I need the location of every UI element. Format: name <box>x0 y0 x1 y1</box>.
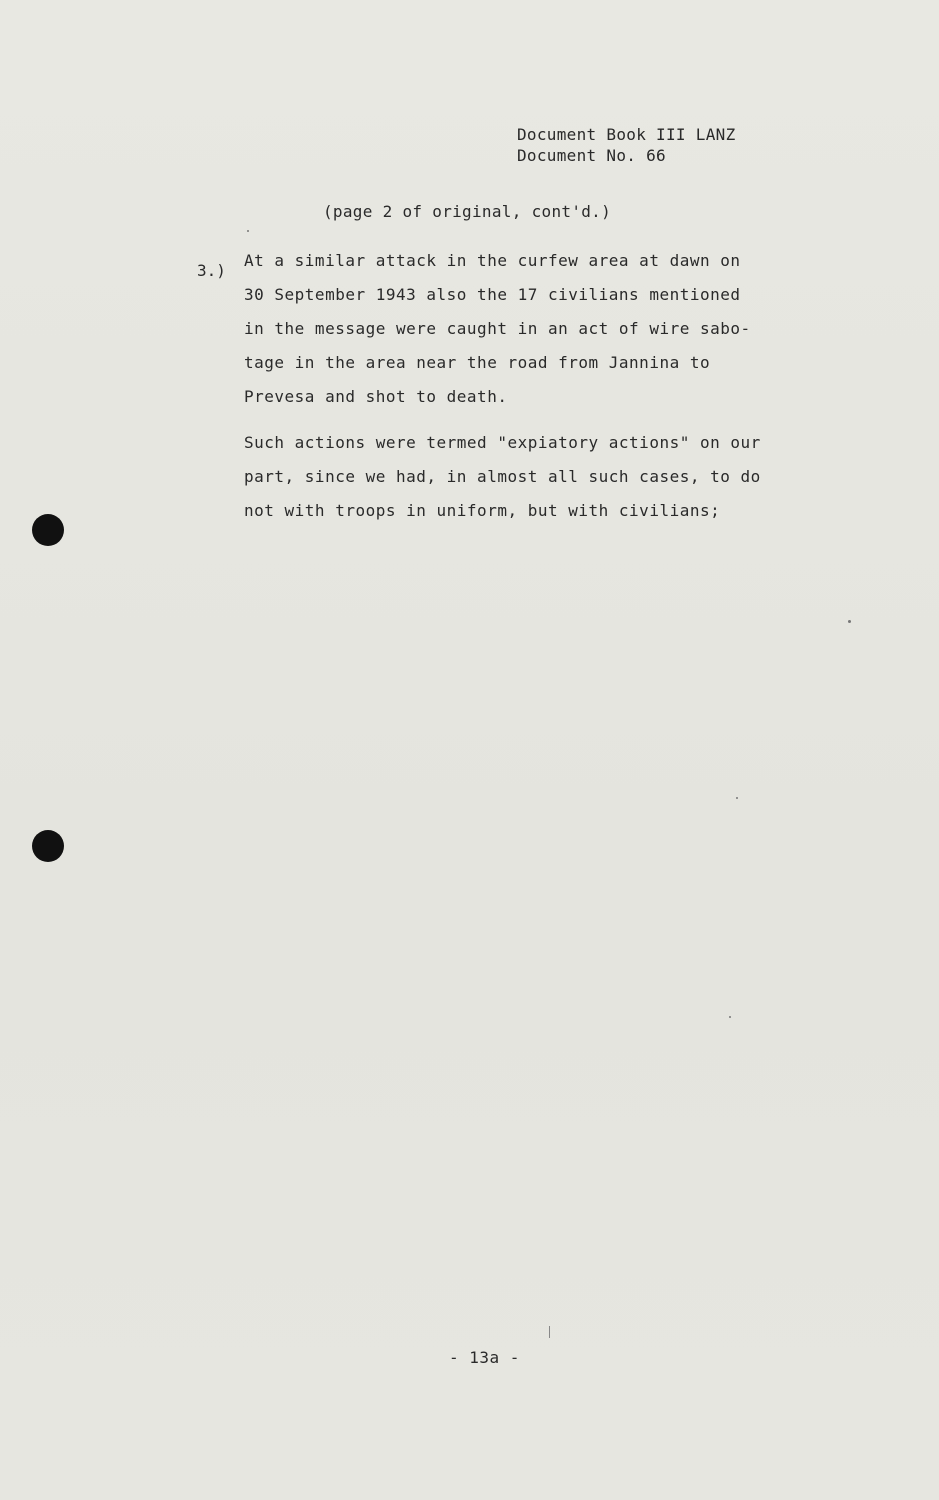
punch-hole-bottom <box>32 830 64 862</box>
paragraph-2 <box>244 426 844 528</box>
continued-note: (page 2 of original, cont'd.) <box>323 202 612 221</box>
paper-speck <box>729 1016 731 1018</box>
paper-speck <box>247 230 249 232</box>
document-book-label: Document Book III LANZ <box>517 125 736 144</box>
document-header <box>517 124 736 166</box>
paragraph-line: tage in the area near the road from Jannina to <box>244 353 711 372</box>
paper-speck <box>736 797 738 799</box>
paragraph-line: part, since we had, in almost all such cases, to do <box>244 467 761 486</box>
paragraph-line: At a similar attack in the curfew area at dawn on <box>244 251 741 270</box>
paragraph-1 <box>244 244 844 414</box>
paragraph-line: not with troops in uniform, but with civilians; <box>244 501 721 520</box>
paragraph-line: Prevesa and shot to death. <box>244 387 508 406</box>
pencil-mark <box>549 1326 550 1338</box>
page-number: - 13a - <box>449 1348 520 1367</box>
paper-speck <box>848 620 851 623</box>
paragraph-line: Such actions were termed "expiatory actions" on our <box>244 433 761 452</box>
paragraph-line: 30 September 1943 also the 17 civilians mentioned <box>244 285 741 304</box>
document-number-label: Document No. 66 <box>517 146 666 165</box>
paragraph-line: in the message were caught in an act of wire sabo- <box>244 319 751 338</box>
paragraph-number: 3.) <box>197 261 226 280</box>
punch-hole-top <box>32 514 64 546</box>
